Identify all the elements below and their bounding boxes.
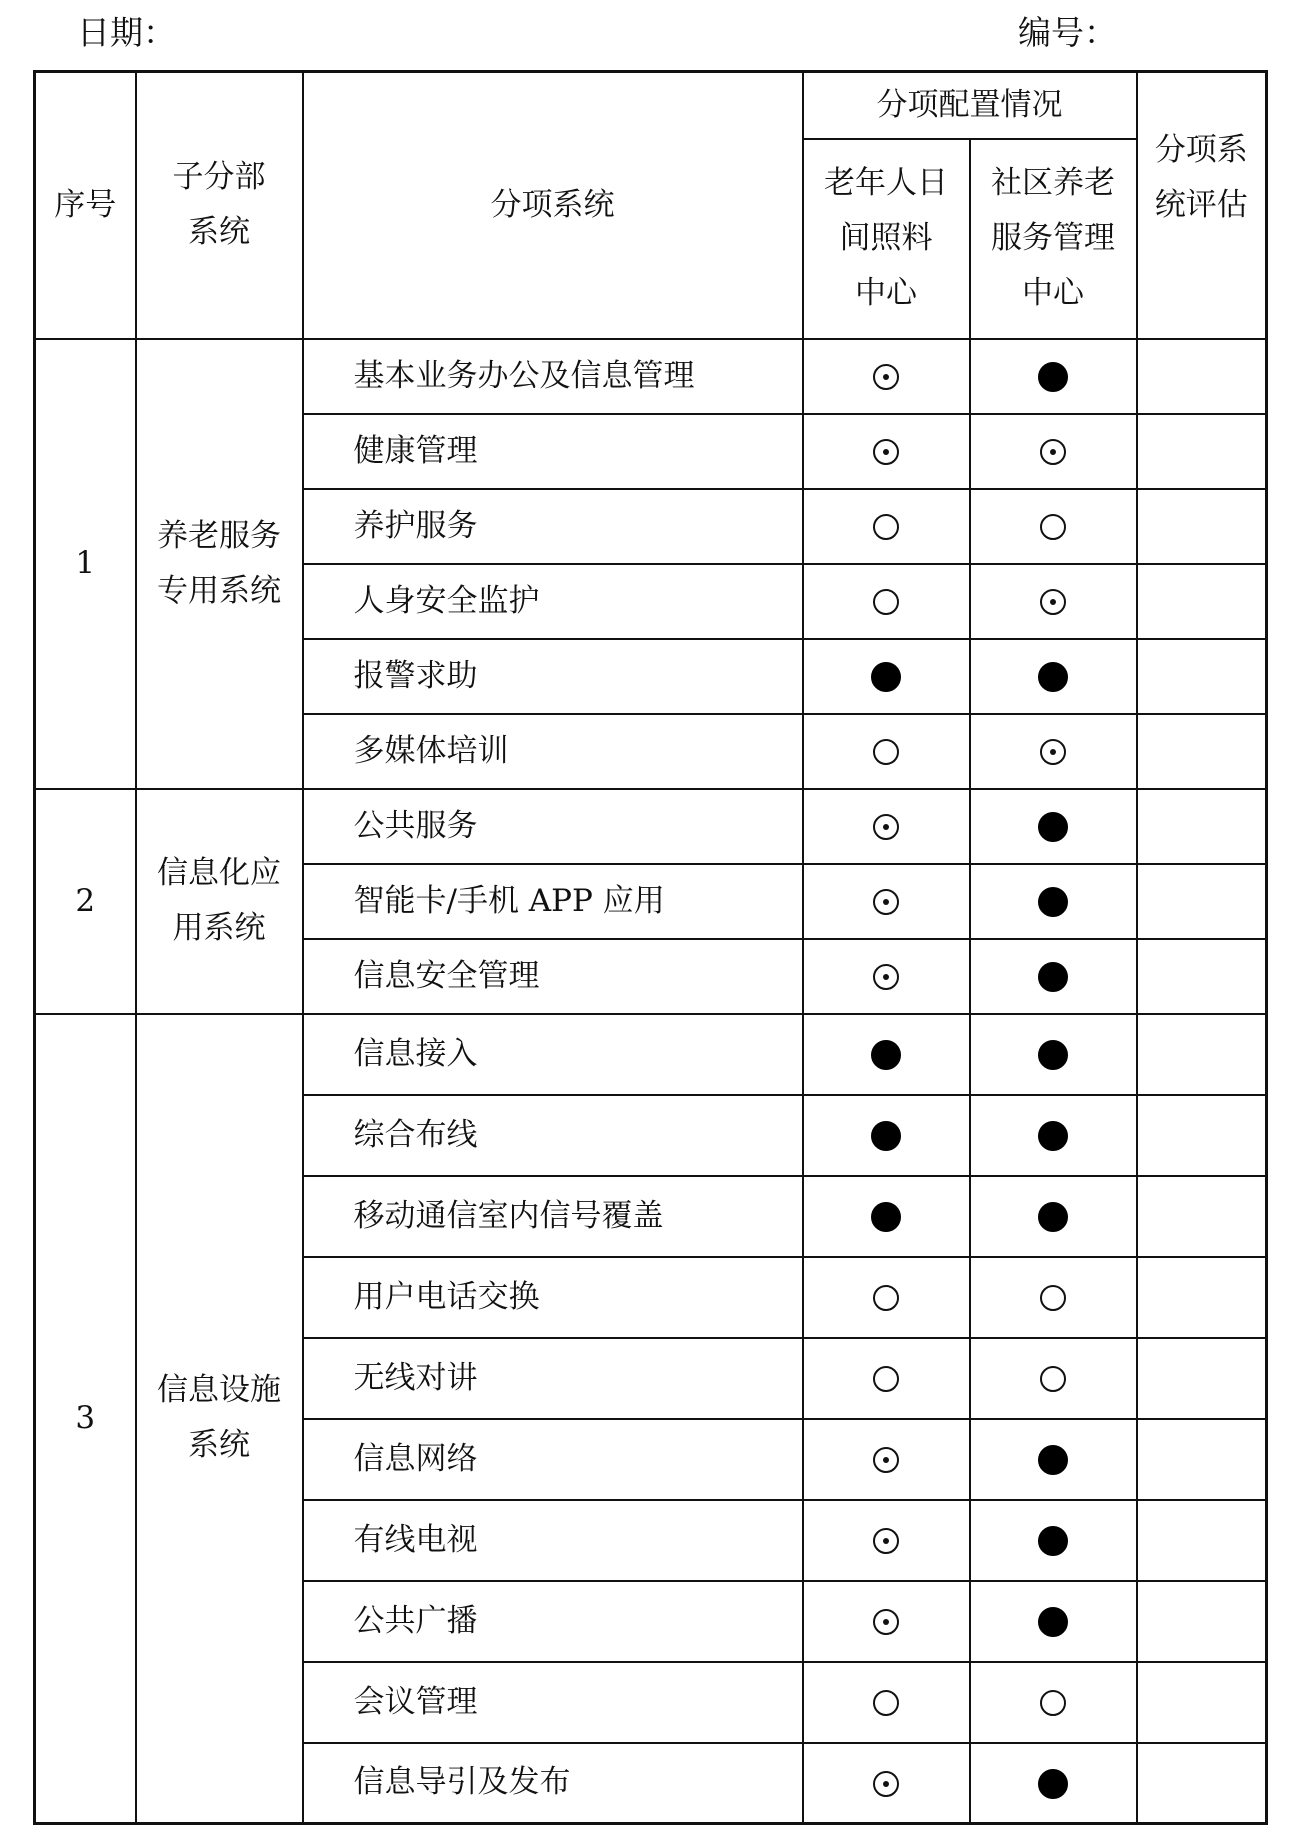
day-care-config-cell (803, 1419, 970, 1500)
community-config-cell (970, 714, 1137, 789)
day-care-config-cell (803, 1176, 970, 1257)
community-config-cell (970, 789, 1137, 864)
day-care-config-cell (803, 714, 970, 789)
evaluation-cell (1137, 1581, 1267, 1662)
community-config-cell (970, 939, 1137, 1014)
table-row (35, 339, 1267, 414)
date-label: 日期： (77, 13, 176, 52)
community-config-cell (970, 864, 1137, 939)
item-system-name: 用户电话交换 (303, 1257, 803, 1338)
empty-circle-icon (1040, 1285, 1066, 1311)
filled-circle-icon (1038, 1445, 1068, 1475)
subsystem-cell: 信息设施 系统 (136, 1014, 303, 1824)
dotted-circle-icon (873, 1771, 899, 1797)
day-care-config-cell (803, 1257, 970, 1338)
item-system-name: 信息接入 (303, 1014, 803, 1095)
dotted-circle-icon (1040, 439, 1066, 465)
evaluation-cell (1137, 1338, 1267, 1419)
item-system-name: 无线对讲 (303, 1338, 803, 1419)
item-system-name: 信息导引及发布 (303, 1743, 803, 1824)
filled-circle-icon (871, 662, 901, 692)
item-system-name: 公共服务 (303, 789, 803, 864)
community-config-cell (970, 1338, 1137, 1419)
item-system-name: 智能卡/手机 APP 应用 (303, 864, 803, 939)
header-seq: 序号 (35, 72, 136, 339)
empty-circle-icon (873, 1690, 899, 1716)
community-config-cell (970, 414, 1137, 489)
community-config-cell (970, 1419, 1137, 1500)
day-care-config-cell (803, 864, 970, 939)
item-system-name: 养护服务 (303, 489, 803, 564)
evaluation-cell (1137, 1176, 1267, 1257)
community-config-cell (970, 1662, 1137, 1743)
community-config-cell (970, 564, 1137, 639)
subsystem-cell: 养老服务 专用系统 (136, 339, 303, 789)
day-care-config-cell (803, 339, 970, 414)
dotted-circle-icon (873, 439, 899, 465)
day-care-config-cell (803, 789, 970, 864)
community-config-cell (970, 1014, 1137, 1095)
dotted-circle-icon (873, 814, 899, 840)
filled-circle-icon (1038, 812, 1068, 842)
subsystem-cell: 信息化应 用系统 (136, 789, 303, 1014)
dotted-circle-icon (873, 1528, 899, 1554)
day-care-config-cell (803, 1338, 970, 1419)
dotted-circle-icon (873, 1609, 899, 1635)
header-day-care-center: 老年人日 间照料 中心 (803, 139, 970, 339)
dotted-circle-icon (873, 889, 899, 915)
number-label: 编号： (1018, 13, 1117, 52)
evaluation-cell (1137, 1419, 1267, 1500)
filled-circle-icon (1038, 887, 1068, 917)
community-config-cell (970, 1743, 1137, 1824)
empty-circle-icon (1040, 514, 1066, 540)
filled-circle-icon (1038, 962, 1068, 992)
item-system-name: 综合布线 (303, 1095, 803, 1176)
evaluation-cell (1137, 1095, 1267, 1176)
evaluation-cell (1137, 564, 1267, 639)
community-config-cell (970, 339, 1137, 414)
community-config-cell (970, 1581, 1137, 1662)
item-system-name: 报警求助 (303, 639, 803, 714)
evaluation-cell (1137, 339, 1267, 414)
day-care-config-cell (803, 414, 970, 489)
item-system-name: 移动通信室内信号覆盖 (303, 1176, 803, 1257)
evaluation-cell (1137, 864, 1267, 939)
item-system-name: 基本业务办公及信息管理 (303, 339, 803, 414)
day-care-config-cell (803, 1500, 970, 1581)
day-care-config-cell (803, 564, 970, 639)
community-config-cell (970, 1095, 1137, 1176)
day-care-config-cell (803, 1581, 970, 1662)
header-subsystem: 子分部 系统 (136, 72, 303, 339)
filled-circle-icon (1038, 1202, 1068, 1232)
empty-circle-icon (873, 1285, 899, 1311)
evaluation-cell (1137, 489, 1267, 564)
empty-circle-icon (873, 514, 899, 540)
table-body (35, 339, 1267, 1824)
document-header (0, 8, 1296, 58)
community-config-cell (970, 489, 1137, 564)
dotted-circle-icon (873, 964, 899, 990)
evaluation-cell (1137, 639, 1267, 714)
filled-circle-icon (1038, 1526, 1068, 1556)
empty-circle-icon (1040, 1366, 1066, 1392)
community-config-cell (970, 1257, 1137, 1338)
table-row (35, 1014, 1267, 1095)
item-system-name: 人身安全监护 (303, 564, 803, 639)
day-care-config-cell (803, 1095, 970, 1176)
seq-cell: 2 (35, 789, 136, 1014)
dotted-circle-icon (873, 364, 899, 390)
dotted-circle-icon (1040, 739, 1066, 765)
evaluation-cell (1137, 789, 1267, 864)
community-config-cell (970, 1500, 1137, 1581)
day-care-config-cell (803, 1014, 970, 1095)
item-system-name: 信息安全管理 (303, 939, 803, 1014)
community-config-cell (970, 639, 1137, 714)
evaluation-cell (1137, 1014, 1267, 1095)
filled-circle-icon (871, 1040, 901, 1070)
evaluation-cell (1137, 414, 1267, 489)
header-item-system: 分项系统 (303, 72, 803, 339)
evaluation-cell (1137, 1500, 1267, 1581)
day-care-config-cell (803, 639, 970, 714)
empty-circle-icon (1040, 1690, 1066, 1716)
filled-circle-icon (1038, 662, 1068, 692)
filled-circle-icon (871, 1121, 901, 1151)
evaluation-cell (1137, 939, 1267, 1014)
evaluation-cell (1137, 714, 1267, 789)
item-system-name: 会议管理 (303, 1662, 803, 1743)
day-care-config-cell (803, 939, 970, 1014)
dotted-circle-icon (873, 1447, 899, 1473)
dotted-circle-icon (1040, 589, 1066, 615)
evaluation-cell (1137, 1743, 1267, 1824)
item-system-name: 信息网络 (303, 1419, 803, 1500)
item-system-name: 健康管理 (303, 414, 803, 489)
configuration-table (33, 70, 1268, 1825)
empty-circle-icon (873, 1366, 899, 1392)
filled-circle-icon (1038, 1769, 1068, 1799)
day-care-config-cell (803, 489, 970, 564)
filled-circle-icon (1038, 1040, 1068, 1070)
table-row (35, 789, 1267, 864)
filled-circle-icon (1038, 1607, 1068, 1637)
header-evaluation: 分项系 统评估 (1137, 72, 1267, 339)
empty-circle-icon (873, 739, 899, 765)
day-care-config-cell (803, 1662, 970, 1743)
item-system-name: 有线电视 (303, 1500, 803, 1581)
community-config-cell (970, 1176, 1137, 1257)
evaluation-cell (1137, 1257, 1267, 1338)
seq-cell: 3 (35, 1014, 136, 1824)
filled-circle-icon (871, 1202, 901, 1232)
header-community-center: 社区养老 服务管理 中心 (970, 139, 1137, 339)
evaluation-cell (1137, 1662, 1267, 1743)
item-system-name: 公共广播 (303, 1581, 803, 1662)
item-system-name: 多媒体培训 (303, 714, 803, 789)
day-care-config-cell (803, 1743, 970, 1824)
empty-circle-icon (873, 589, 899, 615)
filled-circle-icon (1038, 1121, 1068, 1151)
filled-circle-icon (1038, 362, 1068, 392)
header-config-group: 分项配置情况 (803, 72, 1137, 139)
seq-cell: 1 (35, 339, 136, 789)
